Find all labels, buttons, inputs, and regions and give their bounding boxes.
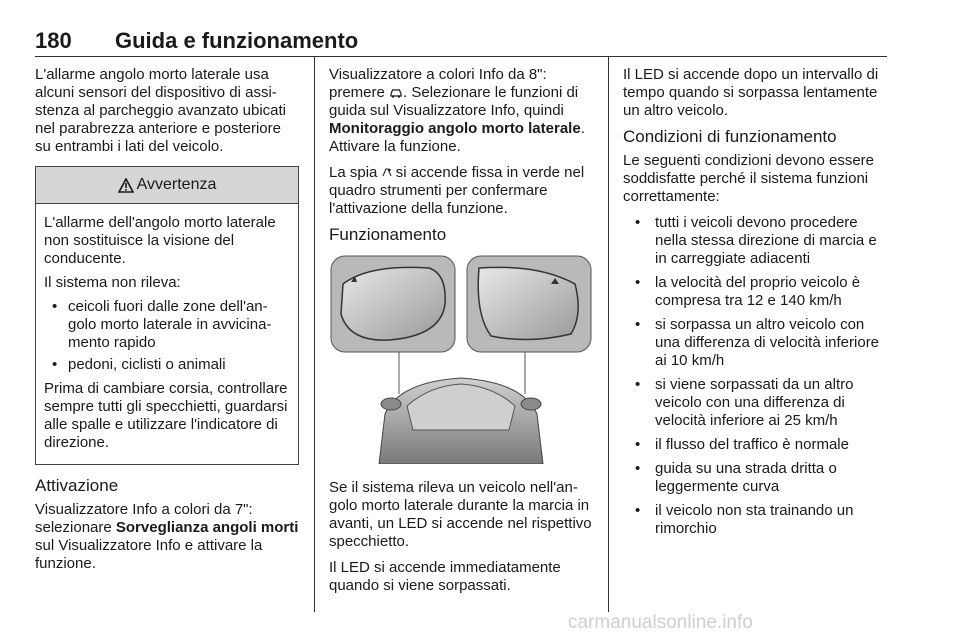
paragraph — [329, 164, 593, 218]
list-item: • si sorpassa un altro veicolo con una differenza di velocità inferiore ai 10 km/h — [623, 316, 889, 370]
column-divider-2 — [608, 56, 609, 612]
menu-term: Monitoraggio angolo morto laterale — [329, 120, 581, 137]
left-mirror-glass — [341, 267, 445, 340]
blind-spot-lamp-icon — [382, 167, 392, 178]
warning-title: Avvertenza — [136, 176, 217, 193]
warning-body — [36, 204, 298, 464]
column-2 — [329, 66, 593, 603]
column-divider-1 — [314, 56, 315, 612]
section-heading-funzionamento: Funzionamento — [329, 225, 447, 244]
text-run: Visualizzatore Info a colori da 7": selezionare — [35, 501, 253, 536]
paragraph: Il LED si accende immediatamente quando si viene sorpassati. — [329, 559, 561, 594]
conditions-list — [623, 214, 889, 538]
paragraph — [329, 66, 593, 156]
car-menu-icon — [389, 87, 403, 98]
warning-triangle-icon — [118, 178, 134, 193]
paragraph: Il LED si accende dopo un intervallo di tempo quando si sorpassa lentamente un altro veicolo. — [623, 66, 879, 119]
page-header — [35, 28, 887, 58]
text-run: . Attivare la funzione. — [329, 120, 585, 155]
list-item: • il veicolo non sta trainando un rimorchio — [623, 502, 889, 538]
text-run: Visualizzatore a colori Info da 8": premere — [329, 66, 547, 101]
list-item: • tutti i veicoli devono procedere nella stessa direzione di marcia e in carreggiate adiacenti — [623, 214, 889, 268]
warning-list — [44, 298, 290, 374]
warning-paragraph: Prima di cambiare corsia, controllare sempre tutti gli specchietti, guardarsi alle spalle e utilizzare l'indicatore di direzione. — [44, 380, 288, 451]
list-item: • la velocità del proprio veicolo è compresa tra 12 e 140 km/h — [623, 274, 889, 310]
section-heading-condizioni: Condizioni di funzionamento — [623, 127, 837, 146]
section-heading-attivazione: Attivazione — [35, 476, 119, 495]
right-mirror-glass — [478, 267, 578, 339]
list-item: • ceicoli fuori dalle zone dell'angolo morto laterale in avvicinamento rapido — [44, 298, 290, 352]
watermark: carmanualsonline.info — [568, 612, 753, 633]
mirror-diagram — [329, 254, 593, 464]
page-number: 180 — [35, 28, 72, 53]
paragraph: Se il sistema rileva un veicolo nell'angolo morto laterale durante la marcia in avanti, un LED si accende nel rispettivo specchietto. — [329, 479, 592, 550]
paragraph: Le seguenti condizioni devono essere soddisfatte perché il sistema funzioni correttamente: — [623, 152, 875, 205]
column-1 — [35, 66, 299, 581]
warning-paragraph: Il sistema non rileva: — [44, 274, 181, 291]
warning-paragraph: L'allarme dell'angolo morto laterale non sostituisce la visione del conducente. — [44, 214, 276, 267]
left-side-mirror — [381, 398, 401, 410]
warning-box — [35, 166, 299, 465]
page-title: Guida e funzionamento — [115, 28, 359, 53]
list-item: • si viene sorpassati da un altro veicolo con una differenza di velocità inferiore ai 25 km/h — [623, 376, 889, 430]
activation-paragraph — [35, 501, 299, 573]
list-item: • guida su una strada dritta o leggermente curva — [623, 460, 889, 496]
text-run: La spia — [329, 164, 382, 181]
list-item: • pedoni, ciclisti o animali — [44, 356, 290, 374]
column-3 — [623, 66, 889, 544]
warning-header — [36, 167, 298, 204]
list-item: • il flusso del traffico è normale — [623, 436, 889, 454]
right-side-mirror — [521, 398, 541, 410]
text-run: . Selezionare le funzioni di guida sul Visualizzatore Info, quindi — [329, 84, 579, 119]
intro-paragraph: L'allarme angolo morto laterale usa alcuni sensori del dispositivo di assistenza al parcheggio avanzato ubicati nel parabrezza anteriore e posteriore su entrambi i lati del veicolo. — [35, 66, 287, 155]
menu-term: Sorveglianza angoli morti — [115, 519, 299, 536]
header-rule — [35, 56, 887, 57]
text-run: sul Visualizzatore Info e attivare la funzione. — [35, 537, 263, 572]
text-run: si accende fissa in verde nel quadro strumenti per confermare l'attivazione della funzione. — [329, 164, 585, 217]
